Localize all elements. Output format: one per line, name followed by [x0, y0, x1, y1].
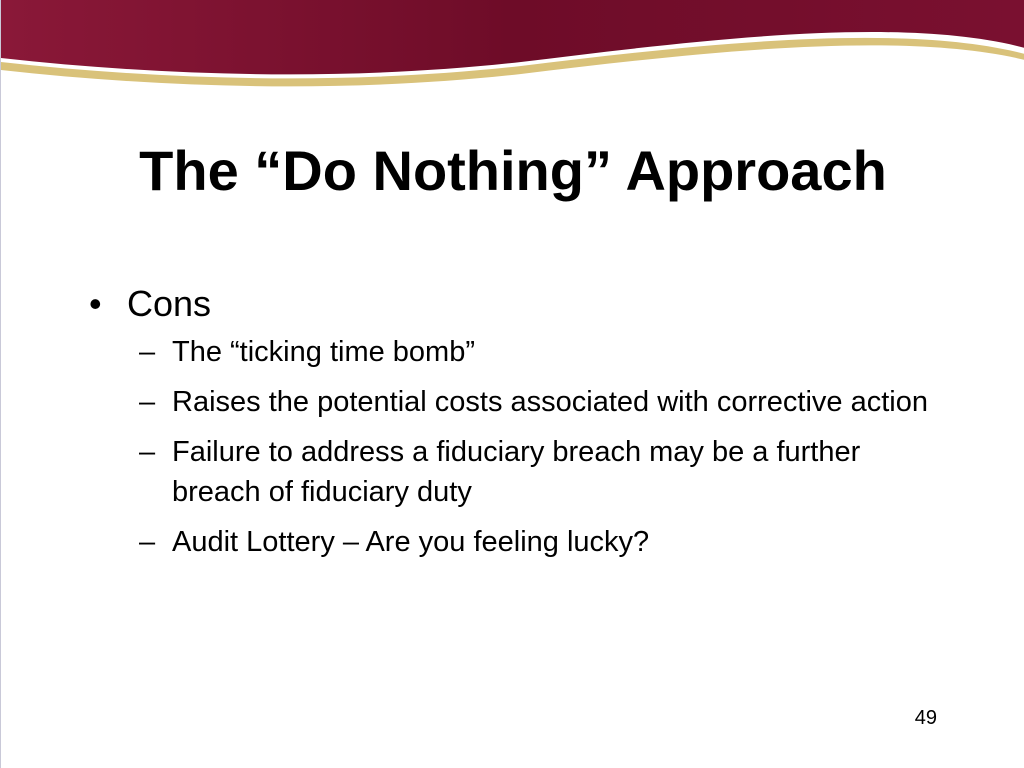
banner-maroon-shape	[1, 0, 1024, 74]
list-item	[139, 382, 939, 422]
dash-marker: –	[139, 336, 156, 368]
bullet-cons	[89, 282, 939, 326]
dash-marker: –	[139, 436, 156, 468]
slide-title: The “Do Nothing” Approach	[139, 139, 887, 202]
list-item-text: Raises the potential costs associated with corrective action	[172, 386, 928, 418]
bullet-text-cons: Cons	[127, 283, 212, 324]
bullet-marker: •	[89, 283, 102, 324]
header-banner	[1, 0, 1024, 110]
page-number: 49	[914, 707, 937, 729]
list-item	[139, 432, 939, 512]
list-item-text: Failure to address a fiduciary breach may be a further breach of fiduciary duty	[172, 436, 861, 508]
dash-marker: –	[139, 526, 156, 558]
list-item-text: The “ticking time bomb”	[172, 336, 475, 368]
list-item-text: Audit Lottery – Are you feeling lucky?	[172, 526, 650, 558]
cons-sublist	[89, 332, 939, 562]
dash-marker: –	[139, 386, 156, 418]
list-item	[139, 332, 939, 372]
bullet-content	[89, 282, 939, 572]
list-item	[139, 522, 939, 562]
